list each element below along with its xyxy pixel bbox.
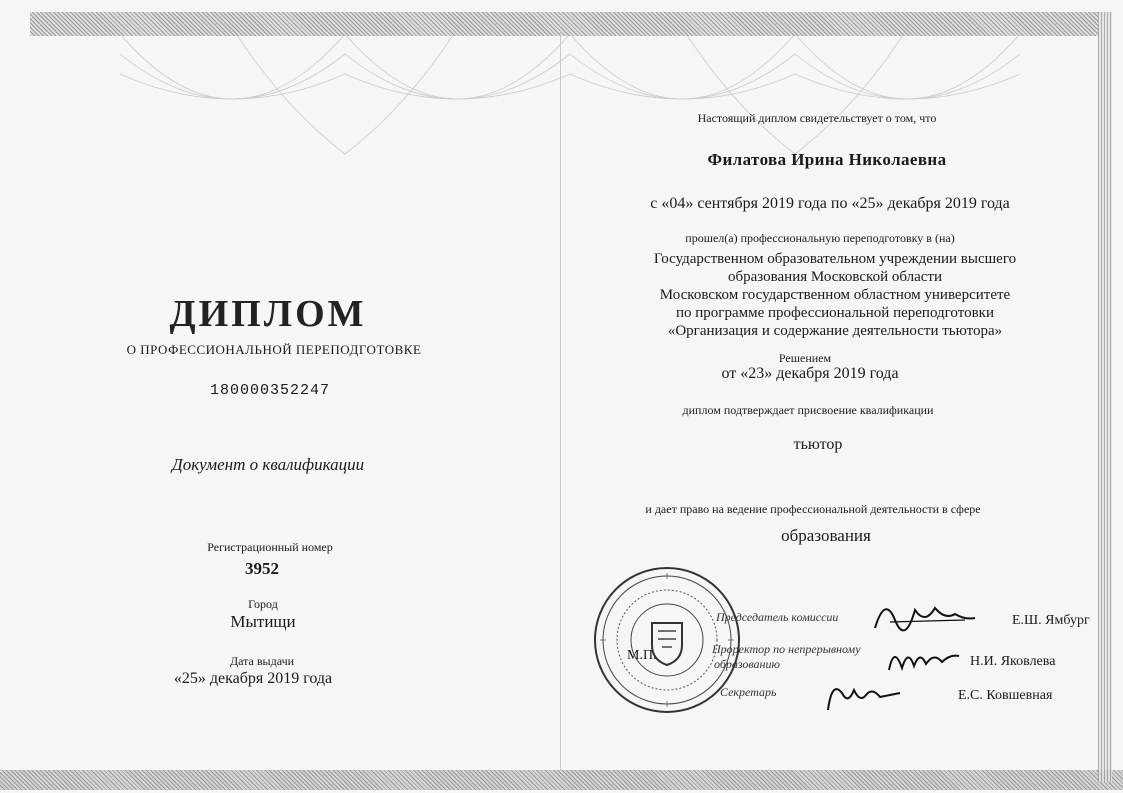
institution-line: образования Московской области — [728, 269, 942, 285]
issue-date-label: Дата выдачи — [229, 654, 295, 668]
diploma-subtitle: О ПРОФЕССИОНАЛЬНОЙ ПЕРЕПОДГОТОВКЕ — [126, 342, 422, 357]
institution-line: Государственном образовательном учреждении высшего — [653, 251, 1017, 267]
vice-rector-name: Н.И. Яковлева — [970, 654, 1056, 669]
bottom-border-pattern — [0, 770, 1123, 790]
right-border-pattern — [1098, 12, 1112, 782]
page-fold — [560, 30, 561, 770]
institution-line: «Организация и содержание деятельности тьютора» — [667, 323, 1003, 339]
document-type: Документ о квалификации — [171, 455, 365, 474]
registration-number: 3952 — [245, 559, 279, 578]
grants-right-text: и дает право на ведение профессиональной деятельности в сфере — [645, 502, 981, 516]
institution-line: по программе профессиональной переподготовки — [676, 305, 994, 321]
professional-sphere: образования — [781, 526, 871, 545]
graduate-name: Филатова Ирина Николаевна — [707, 150, 947, 169]
diploma-number: 180000352247 — [209, 382, 331, 399]
secretary-name: Е.С. Ковшевная — [958, 688, 1053, 703]
stamp-place: М.П. — [627, 648, 657, 663]
vice-rector-role: Проректор по непрерывному — [712, 642, 861, 656]
city-label: Город — [248, 597, 278, 611]
decision-date: от «23» декабря 2019 года — [721, 365, 899, 382]
guilloche-ornament — [120, 24, 1020, 164]
registration-label: Регистрационный номер — [207, 540, 333, 554]
issue-date: «25» декабря 2019 года — [173, 670, 333, 687]
vice-rector-signature — [884, 640, 964, 675]
passed-text: прошел(а) профессиональную переподготовку в (на) — [685, 231, 955, 245]
confirms-text: диплом подтверждает присвоение квалификации — [682, 403, 934, 417]
decision-label: Решением — [778, 351, 832, 365]
vice-rector-role-cont: образованию — [714, 657, 780, 671]
diploma-title: ДИПЛОМ — [169, 293, 367, 335]
chairman-signature — [870, 590, 980, 635]
secretary-signature — [820, 675, 905, 715]
qualification: тьютор — [793, 436, 843, 453]
institution-block — [654, 250, 1016, 340]
study-period: с «04» сентября 2019 года по «25» декабря 2019 года — [650, 195, 1010, 212]
institution-line: Московском государственном областном университете — [659, 287, 1011, 303]
chairman-name: Е.Ш. Ямбург — [1012, 613, 1090, 628]
top-border-pattern — [30, 12, 1098, 36]
certifies-text: Настоящий диплом свидетельствует о том, что — [697, 111, 937, 125]
chairman-role: Председатель комиссии — [716, 610, 839, 624]
city: Мытищи — [230, 612, 296, 631]
secretary-role: Секретарь — [720, 685, 777, 699]
